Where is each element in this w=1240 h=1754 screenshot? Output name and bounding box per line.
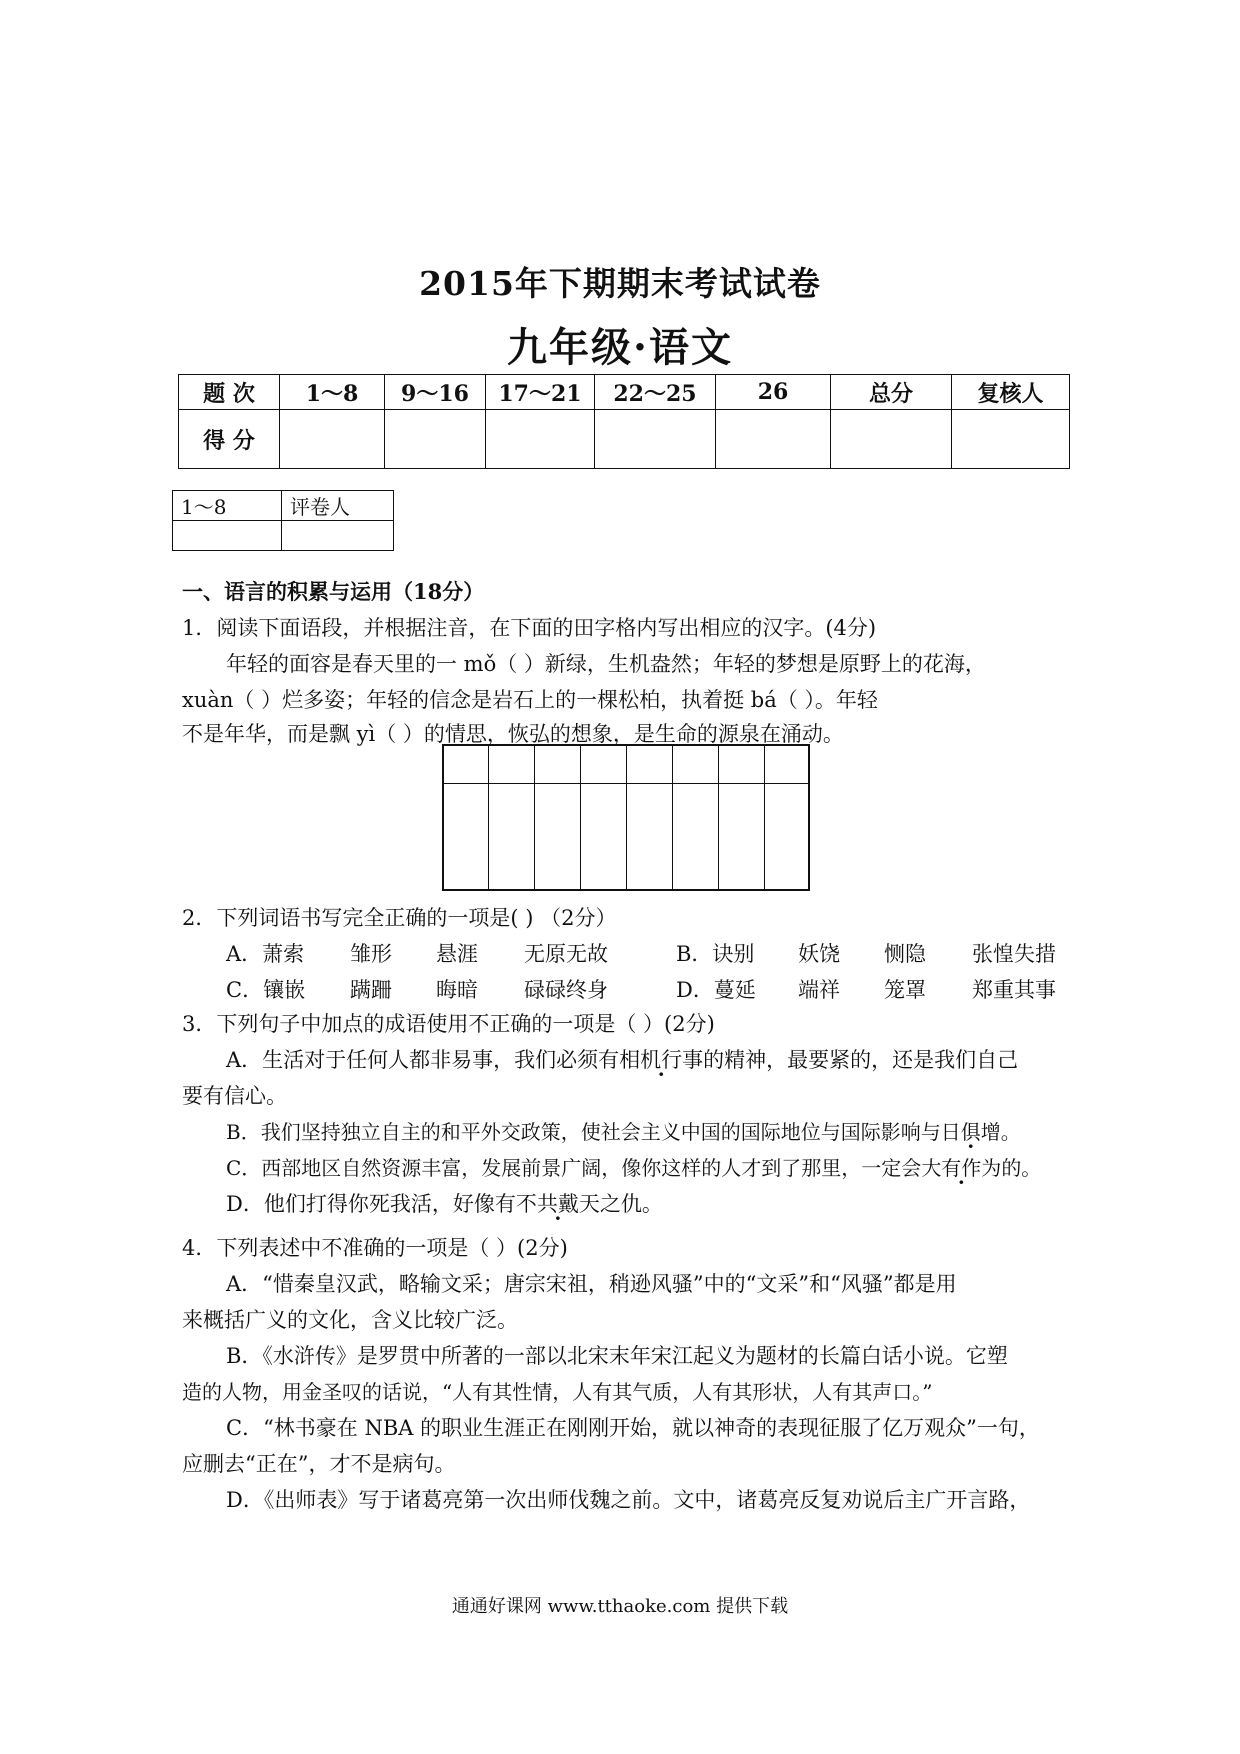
score-cell[interactable] <box>716 410 831 469</box>
q3-d-marked-idiom: 不共戴天 <box>515 1192 600 1216</box>
score-header-cell: 题 次 <box>179 375 280 410</box>
q3-option-b <box>226 1116 1021 1145</box>
q4-option-b-cont: 造的人物，用金圣叹的话说，“人有其性情，人有其气质，人有其形状，人有其声口。” <box>182 1380 933 1404</box>
q3-b-marked-idiom: 日俱增 <box>940 1120 1001 1144</box>
q2-option-d-word: 端祥 <box>798 978 840 1002</box>
q2-option-d-word: 郑重其事 <box>972 978 1056 1002</box>
score-cell[interactable] <box>831 410 952 469</box>
q2-option-c-word: C．镶嵌 <box>226 978 306 1002</box>
score-table-score-row <box>179 410 1070 469</box>
q2-option-c-word: 晦暗 <box>436 978 478 1002</box>
q2-stem: 2．下列词语书写完全正确的一项是( ) （2分） <box>182 906 617 930</box>
score-header-cell: 17～21 <box>486 375 595 410</box>
q4-option-a: A．“惜秦皇汉武，略输文采；唐宗宋祖，稍逊风骚”中的“文采”和“风骚”都是用 <box>226 1272 957 1296</box>
q2-option-b-word: B．诀别 <box>676 942 755 966</box>
q3-stem: 3．下列句子中加点的成语使用不正确的一项是（ ）(2分) <box>182 1012 715 1036</box>
q4-option-a-cont: 来概括广义的文化，含义比较广泛。 <box>182 1308 518 1332</box>
q3-option-d <box>226 1188 663 1218</box>
q3-a-text: 的精神，最要紧的，还是我们自己 <box>703 1048 1019 1072</box>
q3-a-text: A．生活对于任何人都非易事，我们必须有 <box>226 1048 620 1072</box>
exam-title: 2015年下期期末考试试卷 <box>419 264 821 303</box>
q3-c-marked-idiom: 大有作为 <box>921 1156 1002 1180</box>
grader-range: 1～8 <box>173 491 282 521</box>
tianzige-grid[interactable] <box>442 744 810 891</box>
q2-option-a-word: A．萧索 <box>226 942 305 966</box>
q3-a-marked-idiom: 相机行事 <box>619 1048 704 1072</box>
score-cell[interactable] <box>385 410 486 469</box>
q3-b-text: B．我们坚持独立自主的和平外交政策，使社会主义中国的国际地位与国际影响与 <box>226 1120 941 1144</box>
exam-subject: 九年级·语文 <box>507 324 733 371</box>
q2-option-c-word: 蹒跚 <box>350 978 392 1002</box>
q2-option-a-word: 无原无故 <box>524 942 608 966</box>
q1-paragraph-line: 年轻的面容是春天里的一 mǒ（ ）新绿，生机盎然；年轻的梦想是原野上的花海， <box>226 652 986 676</box>
grader-score-cell[interactable] <box>173 521 282 551</box>
score-header-cell: 复核人 <box>952 375 1070 410</box>
score-cell[interactable] <box>280 410 385 469</box>
q3-option-a-cont: 要有信心。 <box>182 1084 287 1108</box>
score-table <box>178 374 1070 469</box>
q4-stem: 4．下列表述中不准确的一项是（ ）(2分) <box>182 1236 568 1260</box>
q1-paragraph-line: 不是年华，而是飘 yì（ ）的情思，恢弘的想象，是生命的源泉在涌动。 <box>182 722 844 746</box>
score-header-cell: 26 <box>716 375 831 410</box>
q2-option-b-word: 妖饶 <box>798 942 840 966</box>
score-row-label: 得 分 <box>179 410 280 469</box>
q1-paragraph-line: xuàn（ ）烂多姿；年轻的信念是岩石上的一棵松柏，执着挺 bá（ ）。年轻 <box>182 688 878 712</box>
q4-option-b: B．《水浒传》是罗贯中所著的一部以北宋末年宋江起义为题材的长篇白话小说。它塑 <box>226 1344 1008 1368</box>
score-cell[interactable] <box>595 410 716 469</box>
q3-option-c <box>226 1152 1041 1181</box>
q2-option-d-word: 笼罩 <box>884 978 926 1002</box>
q1-stem: 1．阅读下面语段，并根据注音，在下面的田字格内写出相应的汉字。(4分) <box>182 616 877 640</box>
q2-option-b-word: 张惶失措 <box>972 942 1056 966</box>
q3-c-text: C．西部地区自然资源丰富，发展前景广阔，像你这样的人才到了那里，一定会 <box>226 1156 922 1180</box>
grader-table <box>172 490 394 551</box>
q4-option-c: C．“林书豪在 NBA 的职业生涯正在刚刚开始，就以神奇的表现征服了亿万观众”一句， <box>226 1416 1040 1440</box>
score-table-header-row <box>179 375 1070 410</box>
q3-c-text: 的。 <box>1001 1156 1042 1180</box>
grader-name-cell[interactable] <box>282 521 394 551</box>
section-heading: 一、语言的积累与运用（18分） <box>182 579 485 604</box>
score-cell[interactable] <box>486 410 595 469</box>
q2-option-a-word: 雏形 <box>350 942 392 966</box>
q3-d-text: D．他们打得你死我活，好像有 <box>226 1192 516 1216</box>
q4-option-d: D．《出师表》写于诸葛亮第一次出师伐魏之前。文中，诸葛亮反复劝说后主广开言路， <box>226 1488 1031 1512</box>
score-header-cell: 1～8 <box>280 375 385 410</box>
q2-option-c-word: 碌碌终身 <box>524 978 608 1002</box>
score-header-cell: 9～16 <box>385 375 486 410</box>
q2-option-d-word: D．蔓延 <box>676 978 756 1002</box>
q3-b-text: 。 <box>1000 1120 1021 1144</box>
grader-label: 评卷人 <box>282 491 394 521</box>
score-header-cell: 总分 <box>831 375 952 410</box>
q4-option-c-cont: 应删去“正在”，才不是病句。 <box>182 1452 456 1476</box>
q2-option-a-word: 悬涯 <box>436 942 478 966</box>
q3-option-a <box>226 1044 1018 1074</box>
page-footer: 通通好课网 www.tthaoke.com 提供下载 <box>451 1596 789 1617</box>
q2-option-b-word: 恻隐 <box>884 942 926 966</box>
q3-d-text: 之仇。 <box>599 1192 663 1216</box>
score-cell[interactable] <box>952 410 1070 469</box>
score-header-cell: 22～25 <box>595 375 716 410</box>
